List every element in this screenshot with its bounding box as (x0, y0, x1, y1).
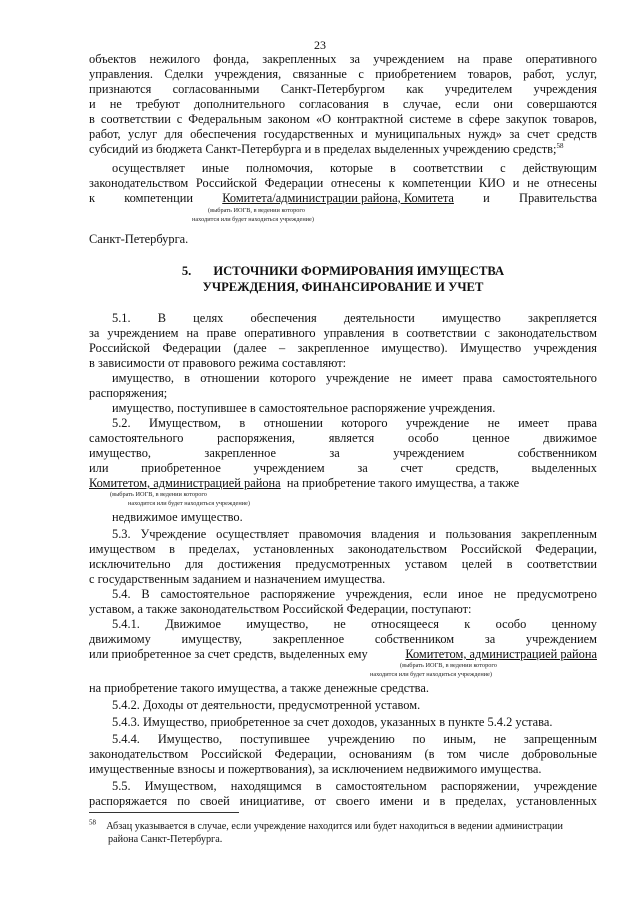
word: Движимое (165, 617, 222, 631)
word: относящееся (371, 617, 439, 631)
word: отношении (263, 416, 323, 430)
word: собственником (374, 632, 455, 646)
text-line: и не требуют дополнительного согласования в случае, если они совершаются (89, 97, 597, 111)
text-line: управления. Сделки учреждения, связанные с приобретением товаров, работ, услуг, (89, 67, 597, 81)
text-line: Санкт-Петербурга. (89, 232, 189, 246)
word: закрепленное (272, 632, 345, 646)
word: имущество (441, 311, 501, 325)
word: счет (400, 461, 423, 475)
word: признаются (89, 82, 152, 96)
section-heading-line2: УЧРЕЖДЕНИЯ, ФИНАНСИРОВАНИЕ И УЧЕТ (202, 280, 484, 294)
text-line (89, 82, 597, 97)
line-text: на приобретение такого имущества, а также (286, 476, 520, 490)
field-hint: (выбрать ИОГВ, в ведении которого (208, 207, 305, 214)
word: является (328, 431, 375, 445)
text-line: имущество, поступившее в самостоятельное распоряжение учреждения. (112, 401, 496, 415)
word: движимому (89, 632, 151, 646)
text-line: законодательством Российской Федерации, основаниям (в том числе добровольные (89, 747, 597, 761)
word: выделенных (531, 461, 597, 475)
section-title: ИСТОЧНИКИ ФОРМИРОВАНИЯ ИМУЩЕСТВА (213, 264, 505, 278)
text-line: 5.4.2. Доходы от деятельности, предусмотренной уставом. (112, 698, 421, 712)
text-line (112, 416, 597, 431)
word: за (357, 461, 368, 475)
word: и (483, 191, 490, 205)
text-line: имуществом в пределах, установленных законодательством Российской Федерации, (89, 542, 597, 556)
word: Правительства (519, 191, 597, 205)
word: приобретенное (141, 461, 221, 475)
word: целях (193, 311, 224, 325)
section-heading (89, 263, 597, 279)
word: учреждением (253, 461, 325, 475)
text-line: законодательством Российской Федерации отнесены к компетенции КИО и не отнесены (89, 176, 597, 190)
line-text: субсидий из бюджета Санкт-Петербурга и в пределах выделенных учреждению средств; (89, 142, 557, 156)
word: имуществу, (181, 632, 242, 646)
word: к (464, 617, 471, 631)
word: учреждению (327, 732, 395, 746)
word: особо (495, 617, 527, 631)
section-number: 5. (181, 264, 192, 278)
word: в (239, 416, 246, 430)
footnote-text: Абзац указывается в случае, если учреждение находится или будет находиться в ведении администрации (106, 821, 563, 832)
word: не (493, 732, 506, 746)
text-line (89, 476, 597, 491)
text-line (112, 732, 597, 747)
field-hint: (выбрать ИОГВ, в ведении которого (110, 491, 207, 498)
text-line: имущество, в отношении которого учреждение не имеет права самостоятельного (112, 371, 597, 385)
word: не (487, 416, 500, 430)
text-line: исключительно для достижения предусмотренных уставом целей в соответствии (89, 557, 597, 571)
word: В (157, 311, 167, 325)
footnote-separator (89, 812, 239, 813)
footnote-ref: 58 (556, 141, 564, 150)
word: распоряжения, (217, 431, 296, 445)
text-line (112, 311, 597, 326)
text-line: за учреждением на праве оперативного управления в соответствии с законодательством (89, 326, 597, 340)
text-line: распоряжения; (89, 386, 168, 400)
word: поступившее (240, 732, 310, 746)
word: к (89, 191, 96, 205)
word: учреждением (393, 446, 465, 460)
iogv-placeholder: Комитета/администрации района, Комитета (222, 191, 454, 205)
word: Имущество, (157, 732, 223, 746)
word: 5.1. (112, 311, 131, 325)
word: учреждением (525, 632, 597, 646)
word: как (406, 82, 424, 96)
word: запрещенным (523, 732, 597, 746)
word: самостоятельного (89, 431, 184, 445)
word: которого (341, 416, 388, 430)
word: не (333, 617, 346, 631)
text-line: 5.4.3. Имущество, приобретенное за счет доходов, указанных в пункте 5.4.2 устава. (112, 715, 553, 729)
text-line: 5.3. Учреждение осуществляет правомочия владения и пользования закрепленным (112, 527, 597, 541)
word: деятельности (343, 311, 415, 325)
page-number: 23 (314, 38, 326, 52)
field-hint: (выбрать ИОГВ, в ведении которого (400, 662, 497, 669)
text-line: Российской Федерации (далее – закрепленное имущество). Имущество учреждения (89, 341, 597, 355)
text-line: 5.5. Имуществом, находящимся в самостоятельном распоряжении, учреждение (112, 779, 597, 793)
word: имущество, (246, 617, 309, 631)
footnote (89, 820, 597, 833)
text-line: уставом, а также законодательством Российской Федерации, поступают: (89, 602, 472, 616)
word: 5.2. (112, 416, 131, 430)
word: движимое (543, 431, 597, 445)
word: или (89, 461, 109, 475)
field-hint: находится или будет находиться учреждение) (370, 671, 492, 678)
word: закрепленное (204, 446, 276, 460)
word: имущество, (89, 446, 151, 460)
iogv-placeholder: Комитетом, администрацией района (89, 476, 281, 490)
text-line: недвижимое имущество. (112, 510, 243, 524)
word: обеспечения (250, 311, 317, 325)
text-line (89, 446, 597, 461)
word: иным, (443, 732, 476, 746)
word: за (329, 446, 340, 460)
word: Имуществом, (149, 416, 221, 430)
footnote-text-line2: района Санкт-Петербурга. (108, 834, 223, 845)
text-line (89, 142, 597, 157)
text-line: работ, услуг для обеспечения государственных и муниципальных нужд» за счет средств (89, 127, 597, 141)
text-line (89, 632, 597, 647)
word: 5.4.4. (112, 732, 140, 746)
line-text: или приобретенное за счет средств, выделенных ему (89, 647, 368, 661)
word: ценное (472, 431, 510, 445)
field-hint: находится или будет находиться учреждение) (192, 216, 314, 223)
footnote-number: 58 (89, 818, 96, 827)
word: Санкт-Петербургом (280, 82, 385, 96)
text-line: 5.4. В самостоятельное распоряжение учреждения, если иное не предусмотрено (112, 587, 597, 601)
word: ценному (551, 617, 597, 631)
text-line: распоряжается по своей инициативе, от своего имени и в пределах, установленных (89, 794, 597, 808)
word: за (484, 632, 496, 646)
text-line (112, 617, 597, 632)
text-line (89, 191, 597, 206)
field-hint: находится или будет находиться учреждение) (128, 500, 250, 507)
word: права (567, 416, 597, 430)
word: собственником (517, 446, 597, 460)
text-line (89, 461, 597, 476)
iogv-placeholder: Комитетом, администрацией района (405, 647, 597, 661)
word: компетенции (124, 191, 194, 205)
text-line: на приобретение такого имущества, а также денежные средства. (89, 681, 429, 695)
word: по (412, 732, 426, 746)
text-line: объектов нежилого фонда, закрепленных за учреждением на праве оперативного (89, 52, 597, 66)
text-line (89, 647, 597, 662)
text-line (89, 431, 597, 446)
text-line: с государственным заданием и назначением имущества. (89, 572, 386, 586)
word: учредителем (444, 82, 513, 96)
word: средств, (455, 461, 499, 475)
word: согласованными (172, 82, 260, 96)
text-line: в соответствии с Федеральным законом «О контрактной системе в сфере закупок товаров, (89, 112, 597, 126)
text-line: имущественные взносы и пожертвования), за исключением недвижимого имущества. (89, 762, 542, 776)
word: особо (407, 431, 439, 445)
text-line: в зависимости от правового режима составляют: (89, 356, 347, 370)
word: имеет (518, 416, 550, 430)
word: учреждение (405, 416, 470, 430)
text-line: осуществляет иные полномочия, которые в соответствии с действующим (112, 161, 597, 175)
word: закрепляется (528, 311, 597, 325)
word: учреждения (533, 82, 597, 96)
word: 5.4.1. (112, 617, 140, 631)
